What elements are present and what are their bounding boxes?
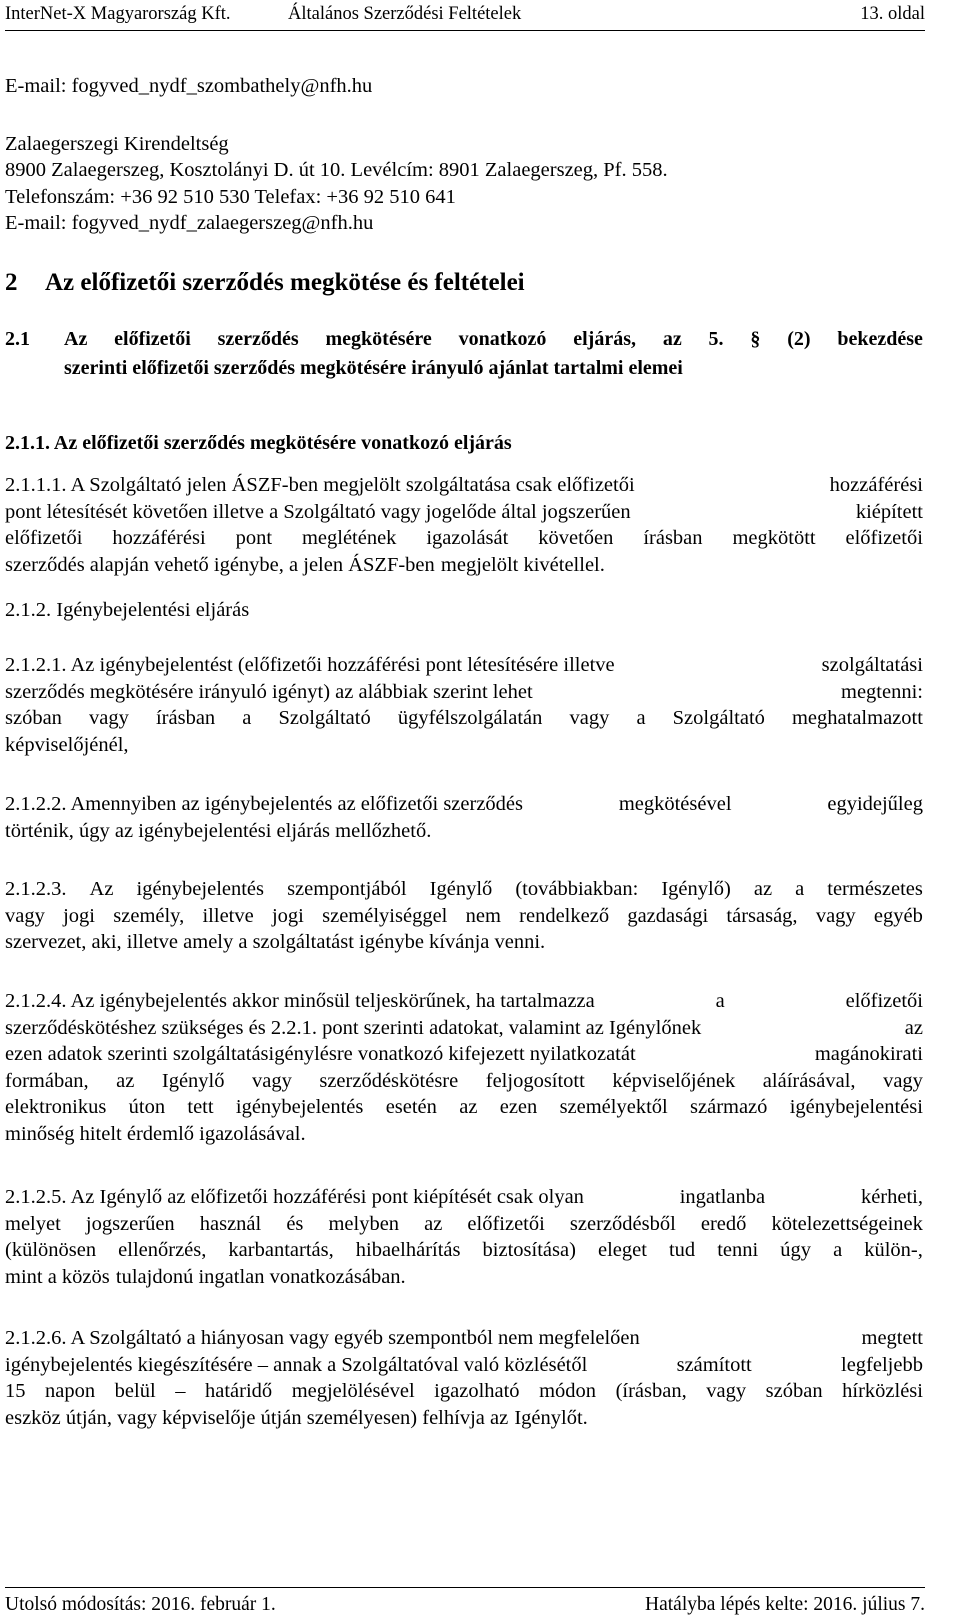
text-run: jogi [63, 904, 96, 927]
paragraph-line [5, 1184, 923, 1211]
text-run: ügyfélszolgálatán [397, 707, 543, 730]
text-run: a [833, 1239, 843, 1262]
section-2-1-number: 2.1 [5, 328, 30, 350]
text-run: az [116, 1069, 135, 1092]
paragraph-line [5, 791, 923, 818]
text-run: megkötött [732, 527, 816, 550]
paragraph-line [5, 988, 923, 1015]
text-run: személyiséggel [322, 904, 448, 927]
paragraph-2-1-2-3 [5, 876, 923, 956]
text-run: szerződéskötéshez szükséges és 2.2.1. pont szerinti adatokat, valamint az Igénylőnek [5, 1016, 702, 1039]
text-run: pont [235, 527, 273, 550]
paragraph-line [5, 876, 923, 903]
text-run: szerződés megkötésére irányuló igényt) az alábbiak szerint lehet [5, 680, 533, 703]
footer-effective-date: Hatályba lépés kelte: 2016. július 7. [645, 1594, 925, 1615]
text-run: képviselőjénél, [5, 733, 129, 756]
text-run: szerződés alapján vehető igénybe, a jelen ÁSZF-ben [5, 553, 435, 576]
text-run: a [242, 707, 252, 730]
text-run: úton [128, 1096, 166, 1119]
text-run: előfizetői [845, 990, 923, 1012]
text-run: megjelölt kivétellel. [440, 553, 605, 576]
word: az [662, 328, 682, 350]
word: (2) [787, 328, 811, 350]
text-run: vagy [5, 904, 45, 927]
text-run: előfizetői [467, 1212, 545, 1235]
paragraph-line [5, 1378, 923, 1405]
section-2-1-title-line-1 [64, 325, 923, 354]
text-run: társaság, [726, 904, 798, 927]
text-run: rendelkező [519, 904, 610, 927]
paragraph-line [5, 1015, 923, 1042]
text-run: úgy [780, 1239, 812, 1262]
text-run: szervezet, aki, illetve amely a szolgáltatást igénybe kívánja venni. [5, 931, 546, 954]
header-page-number: 13. oldal [860, 4, 925, 24]
text-run: tulajdonú ingatlan vonatkozásában. [115, 1265, 406, 1288]
page-header [5, 0, 925, 31]
word: megkötésére [325, 328, 432, 350]
page-footer [5, 1587, 925, 1620]
text-run: hozzáférési [829, 474, 923, 496]
paragraph-line [5, 1041, 923, 1068]
section-2-1-title-line-2: szerinti előfizetői szerződés megkötésére irányuló ajánlat tartalmi elemei [64, 357, 683, 379]
text-run: megkötésével [618, 793, 732, 815]
word: előfizetői [114, 328, 191, 350]
text-run: Szolgáltató [672, 707, 765, 730]
word: szerződés [217, 328, 299, 350]
text-run: Az [89, 878, 114, 900]
text-run: történik, úgy az igénybejelentési eljárás mellőzhető. [5, 819, 432, 842]
paragraph-line [5, 1068, 923, 1095]
section-2-1-1-heading: 2.1.1. Az előfizetői szerződés megkötésére vonatkozó eljárás [5, 432, 512, 454]
text-run: pont létesítését követően illetve a Szolgáltató vagy jogelőde által jogszerűen [5, 500, 631, 523]
text-run: eszköz útján, vagy képviselője útján személyesen) felhívja az [5, 1406, 509, 1429]
text-run: külön-, [864, 1239, 923, 1262]
text-run: vagy [252, 1069, 292, 1092]
section-2-1-2-heading: 2.1.2. Igénybejelentési eljárás [5, 599, 250, 621]
text-run: gazdasági [627, 904, 709, 927]
text-run: tenni [717, 1239, 759, 1262]
text-run: hozzáférési [112, 527, 206, 550]
text-run: megjelölésével [291, 1380, 415, 1403]
text-run: vagy [815, 904, 856, 927]
paragraph-line [5, 1352, 923, 1379]
text-run: az [424, 1212, 443, 1235]
text-run: (továbbiakban: [515, 878, 639, 900]
paragraph-line [5, 499, 923, 526]
text-run: Igénylő) [661, 878, 731, 900]
text-run: megtett [861, 1327, 923, 1349]
text-run: napon [45, 1380, 96, 1403]
text-run: megtenni: [841, 680, 923, 703]
text-run: a [795, 878, 805, 900]
text-run: meglétének [301, 527, 397, 550]
text-run: igénybejelentési [789, 1096, 923, 1119]
text-run: vagy [569, 707, 610, 730]
text-run: ezen adatok szerinti szolgáltatásigénylésre vonatkozó kifejezett nyilatkozatát [5, 1043, 636, 1066]
text-run: szóban [765, 1380, 823, 1403]
text-run: előfizetői [845, 527, 923, 550]
email-szombathely: E-mail: fogyved_nydf_szombathely@nfh.hu [5, 75, 373, 97]
text-run: 2.1.2.1. Az igénybejelentést (előfizetői hozzáférési pont létesítésére illetve [5, 654, 615, 676]
text-run: igénybejelentés [235, 1096, 364, 1119]
text-run: jogszerűen [85, 1212, 175, 1235]
footer-last-modified: Utolsó módosítás: 2016. február 1. [5, 1594, 276, 1615]
text-run: formában, [5, 1069, 89, 1092]
section-2-number: 2 [5, 269, 18, 296]
text-run: kérheti, [860, 1186, 923, 1208]
text-run: magánokirati [814, 1043, 923, 1066]
section-2-1-heading [5, 325, 923, 383]
text-run: szerződéskötésre [319, 1069, 459, 1092]
text-run: karbantartás, [228, 1239, 334, 1262]
text-run: jogi [271, 904, 304, 927]
text-run: a [715, 990, 725, 1012]
text-run: melyben [328, 1212, 400, 1235]
text-run: nem [465, 904, 501, 927]
text-run: igazolását [426, 527, 509, 550]
paragraph-line [5, 552, 923, 579]
text-run: számított [676, 1353, 752, 1376]
paragraph-line [5, 472, 923, 499]
text-run: 2.1.2.3. [5, 878, 67, 900]
text-run: előfizetői [5, 527, 83, 550]
text-run: (írásban, [615, 1380, 687, 1403]
office-name: Zalaegerszegi Kirendeltség [5, 133, 229, 155]
text-run: 2.1.2.5. Az Igénylő az előfizetői hozzáférési pont kiépítését csak olyan [5, 1186, 584, 1208]
text-run: vagy [883, 1069, 923, 1092]
text-run: hibaelhárítás [355, 1239, 461, 1262]
text-run: eleget [597, 1239, 647, 1262]
text-run: 2.1.2.4. Az igénybejelentés akkor minősül teljeskörűnek, ha tartalmazza [5, 990, 595, 1012]
text-run: szolgáltatási [821, 654, 923, 676]
paragraph-line [5, 679, 923, 706]
text-run: tud [668, 1239, 696, 1262]
text-run: és [286, 1212, 304, 1235]
paragraph-line [5, 525, 923, 552]
text-run: igazolható [434, 1380, 520, 1403]
paragraph-line [5, 1264, 923, 1291]
text-run: származó [690, 1096, 768, 1119]
paragraph-2-1-2-6 [5, 1325, 923, 1431]
text-run: belül [114, 1380, 156, 1403]
text-run: 2.1.1.1. A Szolgáltató jelen ÁSZF-ben megjelölt szolgáltatása csak előfizetői [5, 474, 635, 496]
text-run: használ [199, 1212, 262, 1235]
text-run: határidő [204, 1380, 273, 1403]
text-run: kötelezettségeinek [771, 1212, 923, 1235]
text-run: ezen [499, 1096, 538, 1119]
word: Az [64, 328, 88, 350]
text-run: igénybejelentés kiegészítésére – annak a Szolgáltatóval való közlésétől [5, 1353, 588, 1376]
paragraph-2-1-2-1 [5, 652, 923, 758]
word: § [750, 328, 761, 350]
text-run: biztosítása) [482, 1239, 576, 1262]
text-run: vagy [89, 707, 129, 730]
header-company: InterNet-X Magyarország Kft. [5, 4, 231, 24]
paragraph-2-1-2-5 [5, 1184, 923, 1290]
text-run: kiépített [855, 500, 923, 523]
text-run: Igénylő [429, 878, 493, 900]
text-run: ingatlanba [679, 1186, 766, 1208]
text-run: aláírásával, [762, 1069, 856, 1092]
text-run: követően [538, 527, 614, 550]
word: vonatkozó [458, 328, 547, 350]
text-run: írásban [643, 527, 703, 550]
paragraph-line [5, 903, 923, 930]
text-run: hírközlési [842, 1380, 923, 1403]
office-phone: Telefonszám: +36 92 510 530 Telefax: +36 92 510 641 [5, 186, 456, 208]
text-run: 2.1.2.6. A Szolgáltató a hiányosan vagy egyéb szempontból nem megfelelően [5, 1327, 640, 1349]
text-run: az [459, 1096, 478, 1119]
paragraph-2-1-2-2 [5, 791, 923, 844]
text-run: feljogosított [485, 1069, 585, 1092]
text-run: személyektől [559, 1096, 668, 1119]
text-run: a [636, 707, 646, 730]
text-run: legfeljebb [841, 1353, 923, 1376]
text-run: eredő [700, 1212, 747, 1235]
paragraph-line [5, 929, 923, 956]
paragraph-line [5, 652, 923, 679]
word: 5. [708, 328, 724, 350]
text-run: az [904, 1016, 923, 1039]
section-2-1-line-1 [5, 325, 923, 354]
text-run: Igénylő [161, 1069, 225, 1092]
word: bekezdése [837, 328, 923, 350]
text-run: 2.1.2.2. Amennyiben az igénybejelentés az előfizetői szerződés [5, 793, 523, 815]
header-document-title: Általános Szerződési Feltételek [288, 4, 522, 24]
paragraph-line [5, 1211, 923, 1238]
text-run: személy, [113, 904, 185, 927]
text-run: melyet [5, 1212, 61, 1235]
paragraph-line [5, 818, 923, 845]
paragraph-2-1-2-4 [5, 988, 923, 1148]
text-run: módon [539, 1380, 597, 1403]
section-2-title: Az előfizetői szerződés megkötése és feltételei [45, 269, 525, 296]
text-run: vagy [706, 1380, 747, 1403]
text-run: tett [187, 1096, 214, 1119]
text-run: minőség hitelt érdemlő igazolásával. [5, 1122, 306, 1145]
paragraph-line [5, 732, 923, 759]
text-run: illetve [202, 904, 254, 927]
text-run: természetes [827, 878, 923, 900]
text-run: igénybejelentés [136, 878, 265, 900]
paragraph-line [5, 1325, 923, 1352]
text-run: szerződésből [569, 1212, 676, 1235]
text-run: 15 [5, 1380, 26, 1403]
word: eljárás, [573, 328, 636, 350]
text-run: – [175, 1380, 186, 1403]
section-2-heading [5, 266, 525, 300]
text-run: ellenőrzés, [118, 1239, 207, 1262]
text-run: Igénylőt. [514, 1406, 588, 1429]
paragraph-line [5, 1121, 923, 1148]
paragraph-line [5, 1405, 923, 1432]
email-zalaegerszeg: E-mail: fogyved_nydf_zalaegerszeg@nfh.hu [5, 212, 374, 234]
paragraph-line [5, 1237, 923, 1264]
text-run: (különösen [5, 1239, 97, 1262]
text-run: írásban [155, 707, 216, 730]
text-run: meghatalmazott [791, 707, 923, 730]
text-run: Szolgáltató [278, 707, 371, 730]
text-run: elektronikus [5, 1096, 107, 1119]
text-run: egyidejűleg [827, 793, 923, 815]
text-run: szóban [5, 707, 62, 730]
paragraph-line [5, 1094, 923, 1121]
text-run: esetén [385, 1096, 437, 1119]
paragraph-line [5, 705, 923, 732]
text-run: mint a közös [5, 1265, 110, 1288]
text-run: az [753, 878, 773, 900]
text-run: képviselőjének [612, 1069, 736, 1092]
office-address: 8900 Zalaegerszeg, Kosztolányi D. út 10. Levélcím: 8901 Zalaegerszeg, Pf. 558. [5, 159, 668, 181]
text-run: szempontjából [287, 878, 407, 900]
text-run: egyéb [873, 904, 923, 927]
paragraph-2-1-1-1 [5, 472, 923, 578]
